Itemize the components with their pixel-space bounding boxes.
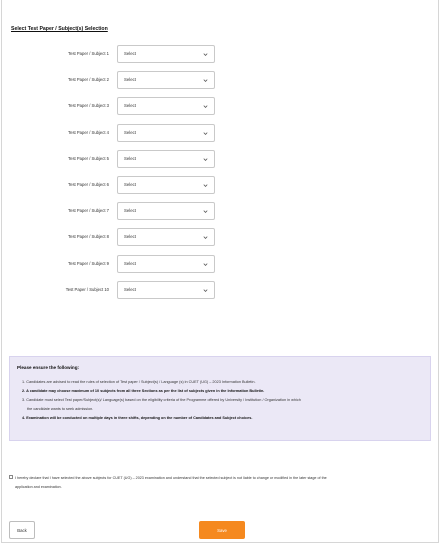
subject-label: Test Paper / Subject 10 — [65, 286, 109, 292]
subject-label: Test Paper / Subject 1 — [68, 51, 109, 56]
subject-label: Test Paper / Subject 5 — [68, 155, 109, 161]
subject-select[interactable] — [117, 97, 215, 115]
instructions-title: Please ensure the following: — [17, 365, 80, 370]
select-value: Select — [124, 51, 136, 56]
select-value: Select — [124, 286, 136, 292]
subject-label: Test Paper / Subject 4 — [68, 129, 109, 135]
chevron-down-icon — [202, 156, 209, 163]
back-button[interactable]: Back — [9, 521, 35, 539]
subject-label: Test Paper / Subject 3 — [68, 103, 109, 109]
subject-row — [0, 202, 441, 222]
select-value: Select — [124, 129, 136, 135]
select-value: Select — [124, 103, 136, 109]
instruction-item: 1. Candidates are advised to read the rules of selection of Test paper / Subject(s) / Language (s) in CUET (UG) – 2023 Information Bulletin. — [22, 380, 256, 384]
subject-label: Test Paper / Subject 6 — [68, 182, 109, 187]
declaration-checkbox[interactable] — [9, 475, 13, 479]
chevron-down-icon — [202, 234, 209, 241]
section-title: Select Test Paper / Subject(s) Selection — [11, 26, 108, 32]
chevron-down-icon — [202, 261, 209, 268]
declaration-text: I hereby declare that I have selected the above subjects for CUET (UG) – 2023 examination and understand that the selected subject is not liable to change or modified in the later stage of the application and examination. — [15, 476, 327, 489]
subject-label: Test Paper / Subject 8 — [68, 234, 109, 240]
select-value: Select — [124, 155, 136, 161]
chevron-down-icon — [202, 287, 209, 294]
subject-row — [0, 176, 441, 196]
select-value: Select — [124, 260, 136, 266]
chevron-down-icon — [202, 103, 209, 110]
save-button[interactable]: Save — [199, 521, 245, 539]
subject-row — [0, 71, 441, 91]
subject-select[interactable] — [117, 176, 215, 194]
instruction-item: 2. A candidate may choose maximum of 10 subjects from all three Sections as per the list of subjects given in the Information Bulletin. — [22, 389, 265, 393]
subject-select[interactable] — [117, 124, 215, 142]
subject-select[interactable] — [117, 71, 215, 89]
select-value: Select — [124, 208, 136, 214]
subject-row — [0, 281, 441, 301]
instructions-box — [9, 356, 431, 441]
chevron-down-icon — [202, 77, 209, 84]
subject-row — [0, 45, 441, 65]
instructions-list — [22, 378, 422, 423]
subject-select[interactable] — [117, 281, 215, 299]
subject-label: Test Paper / Subject 7 — [68, 208, 109, 214]
subject-row — [0, 97, 441, 117]
chevron-down-icon — [202, 51, 209, 58]
instruction-item: 3. Candidate must select Test paper/Subject(s)/ Language(s) based on the eligibility criteria of the Programme offered by University / Institution / Organization in which the candidate wants to seek admission. — [22, 398, 301, 411]
subject-select[interactable] — [117, 150, 215, 168]
chevron-down-icon — [202, 208, 209, 215]
instruction-item: 4. Examination will be conducted on multiple days in three shifts, depending on the number of Candidates and Subject choices. — [22, 416, 253, 420]
select-value: Select — [124, 234, 136, 240]
subject-select[interactable] — [117, 45, 215, 63]
chevron-down-icon — [202, 130, 209, 137]
subject-select[interactable] — [117, 228, 215, 246]
subject-row — [0, 124, 441, 144]
subject-row — [0, 150, 441, 170]
select-value: Select — [124, 77, 136, 83]
subject-select[interactable] — [117, 255, 215, 273]
subject-row — [0, 255, 441, 275]
chevron-down-icon — [202, 182, 209, 189]
subject-select[interactable] — [117, 202, 215, 220]
subject-row — [0, 228, 441, 248]
subject-label: Test Paper / Subject 2 — [68, 77, 109, 83]
subject-label: Test Paper / Subject 9 — [68, 260, 109, 266]
select-value: Select — [124, 182, 136, 187]
